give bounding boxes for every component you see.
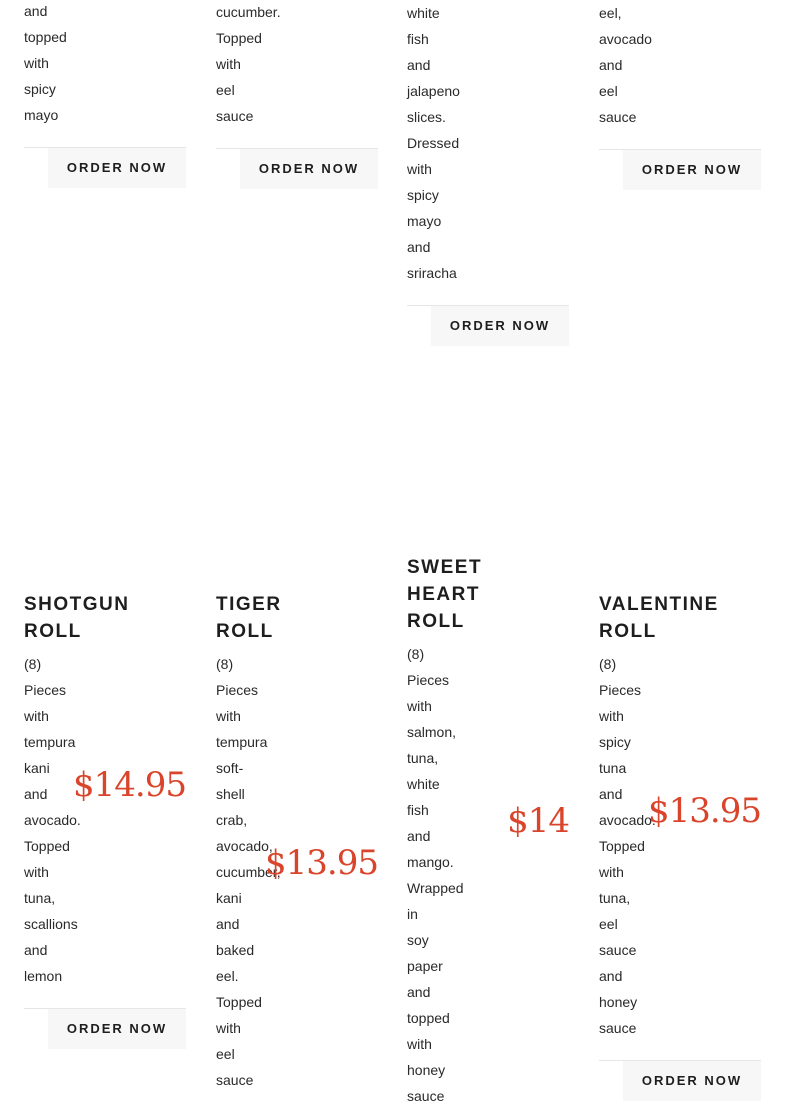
item-title: SHOTGUN ROLL (24, 594, 130, 642)
item-price: $14 (507, 801, 569, 841)
item-description: cucumber. Topped with eel sauce (216, 4, 281, 124)
item-price: $13.95 (648, 791, 761, 831)
card-body (216, 651, 378, 1093)
item-price: $14.95 (73, 765, 186, 805)
order-now-button[interactable]: ORDER NOW (48, 148, 186, 188)
menu-card-top-3 (407, 0, 569, 346)
item-description: (8) Pieces with tempura soft- shell crab, avocado, cucumber, kani and baked eel. Topped with eel sauce (216, 656, 281, 1088)
item-title: SWEET HEART ROLL (407, 557, 483, 632)
order-now-button[interactable]: ORDER NOW (623, 1061, 761, 1101)
item-title: VALENTINE ROLL (599, 594, 719, 642)
item-description: eel, avocado and eel sauce (599, 5, 652, 125)
card-body (24, 651, 186, 989)
menu-card-sweet-heart-roll (407, 554, 569, 1109)
card-body (407, 641, 569, 1109)
menu-card-valentine-roll (599, 591, 761, 1101)
menu-card-top-4 (599, 0, 761, 190)
item-description: and topped with spicy mayo (24, 3, 67, 123)
item-description: (8) Pieces with tempura kani and avocado. Topped with tuna, scallions and lemon (24, 656, 81, 984)
item-description: white fish and jalapeno slices. Dressed with spicy mayo and sriracha (407, 5, 460, 281)
menu-card-top-1 (24, 0, 186, 188)
order-now-button[interactable]: ORDER NOW (48, 1009, 186, 1049)
order-now-button[interactable]: ORDER NOW (431, 306, 569, 346)
menu-card-shotgun-roll (24, 591, 186, 1049)
item-price: $13.95 (265, 843, 378, 883)
card-body (599, 651, 761, 1041)
item-description: (8) Pieces with spicy tuna and avocado. Topped with tuna, eel sauce and honey sauce (599, 656, 656, 1036)
card-body (599, 0, 761, 130)
menu-card-top-2 (216, 0, 378, 189)
item-title: TIGER ROLL (216, 594, 282, 642)
card-body (24, 0, 186, 128)
order-now-button[interactable]: ORDER NOW (623, 150, 761, 190)
menu-card-tiger-roll (216, 591, 378, 1093)
card-body (216, 0, 378, 129)
order-now-button[interactable]: ORDER NOW (240, 149, 378, 189)
card-body (407, 0, 569, 286)
item-description: (8) Pieces with salmon, tuna, white fish and mango. Wrapped in soy paper and topped with honey sauce (407, 646, 464, 1104)
